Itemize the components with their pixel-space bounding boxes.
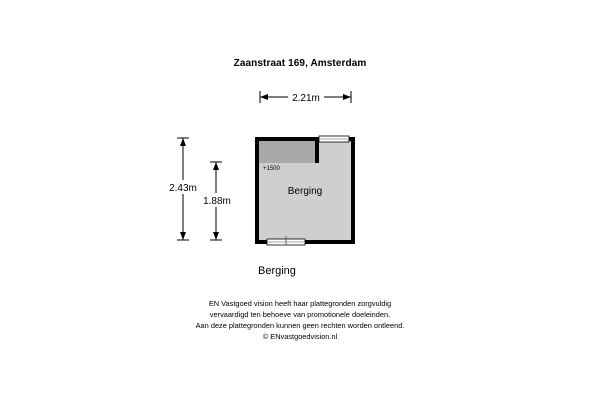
width-label: 2.21m [292, 93, 320, 104]
floor-label: Berging [258, 265, 296, 277]
elevation-label: +1500 [263, 166, 280, 172]
depth-dimension [166, 138, 200, 240]
disclaimer-line: EN Vastgoed vision heeft haar plattegronden zorgvuldig [208, 299, 392, 308]
inner-depth-dimension [200, 162, 234, 240]
depth-label: 2.43m [169, 183, 197, 194]
copyright-line: © ENvastgoedvision.nl [262, 332, 338, 341]
disclaimer-line: vervaardigd ten behoeve van promotionele doeleinden. [209, 310, 391, 319]
width-dimension [260, 90, 351, 104]
address-title: Zaanstraat 169, Amsterdam [233, 58, 367, 69]
inner-depth-label: 1.88m [203, 196, 231, 207]
stair-block [259, 141, 315, 163]
disclaimer-line: Aan deze plattegronden kunnen geen rechten worden ontleend. [195, 321, 405, 330]
disclaimer [0, 298, 600, 342]
room-name: Berging [287, 186, 323, 197]
inner-wall [315, 141, 319, 163]
room-berging [255, 136, 355, 245]
